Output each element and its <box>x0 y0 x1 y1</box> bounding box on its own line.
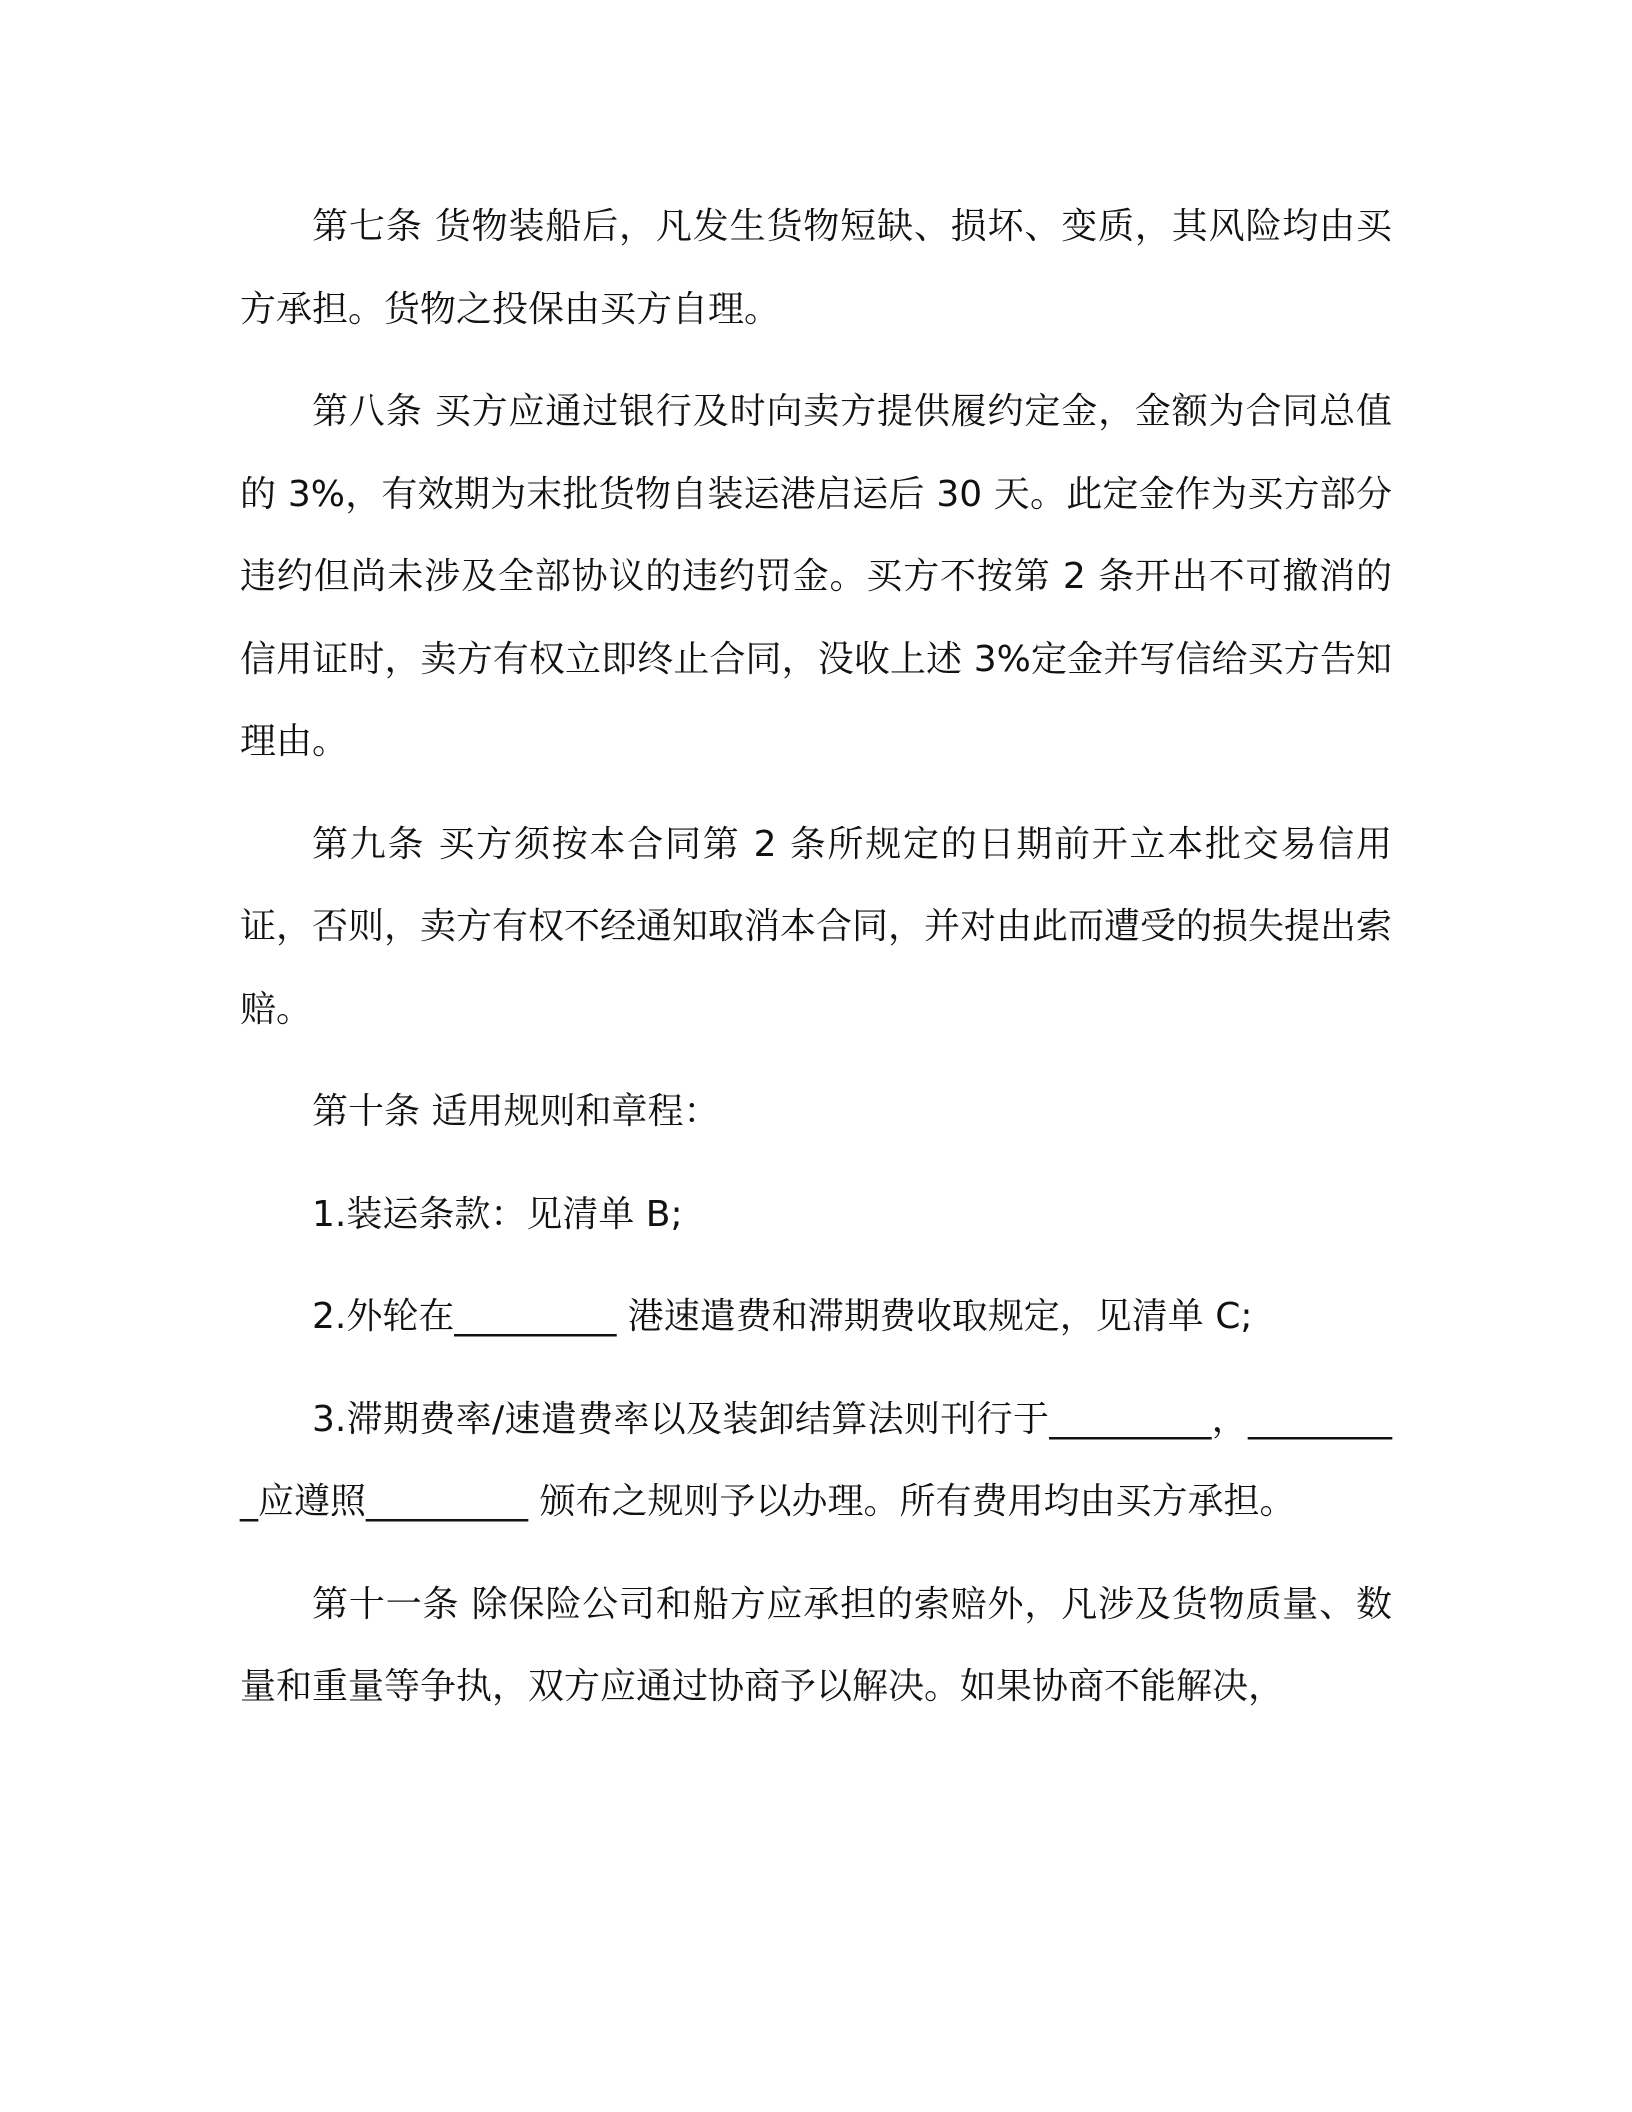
clause-8-paragraph: 第八条 买方应通过银行及时向卖方提供履约定金，金额为合同总值的 3%，有效期为末批货物自装运港启运后 30 天。此定金作为买方部分违约但尚未涉及全部协议的违约罚金。买方不按第 2 条开出不可撤消的信用证时，卖方有权立即终止合同，没收上述 3%定金并写信给买方告知理由。 <box>240 391 1392 762</box>
clause-7-paragraph: 第七条 货物装船后，凡发生货物短缺、损坏、变质，其风险均由买方承担。货物之投保由买方自理。 <box>240 206 1392 330</box>
clause-9-paragraph: 第九条 买方须按本合同第 2 条所规定的日期前开立本批交易信用证，否则，卖方有权不经通知取消本合同，并对由此而遭受的损失提出索赔。 <box>240 823 1393 1030</box>
document-body <box>240 186 1392 1749</box>
clause-10-heading: 第十条 适用规则和章程： <box>312 1091 720 1132</box>
clause-10-item-1: 1.装运条款：见清单 B; <box>312 1193 683 1235</box>
clause-10-item-2: 2.外轮在_________ 港速遣费和滞期费收取规定，见清单 C; <box>312 1296 1253 1337</box>
clause-11-paragraph: 第十一条 除保险公司和船方应承担的索赔外，凡涉及货物质量、数量和重量等争执，双方应通过协商予以解决。如果协商不能解决， <box>240 1583 1392 1707</box>
clause-10-item-3: 3.滞期费率/速遣费率以及装卸结算法则刊行于_________，_________应遵照_________ 颁布之规则予以办理。所有费用均由买方承担。 <box>240 1398 1392 1522</box>
